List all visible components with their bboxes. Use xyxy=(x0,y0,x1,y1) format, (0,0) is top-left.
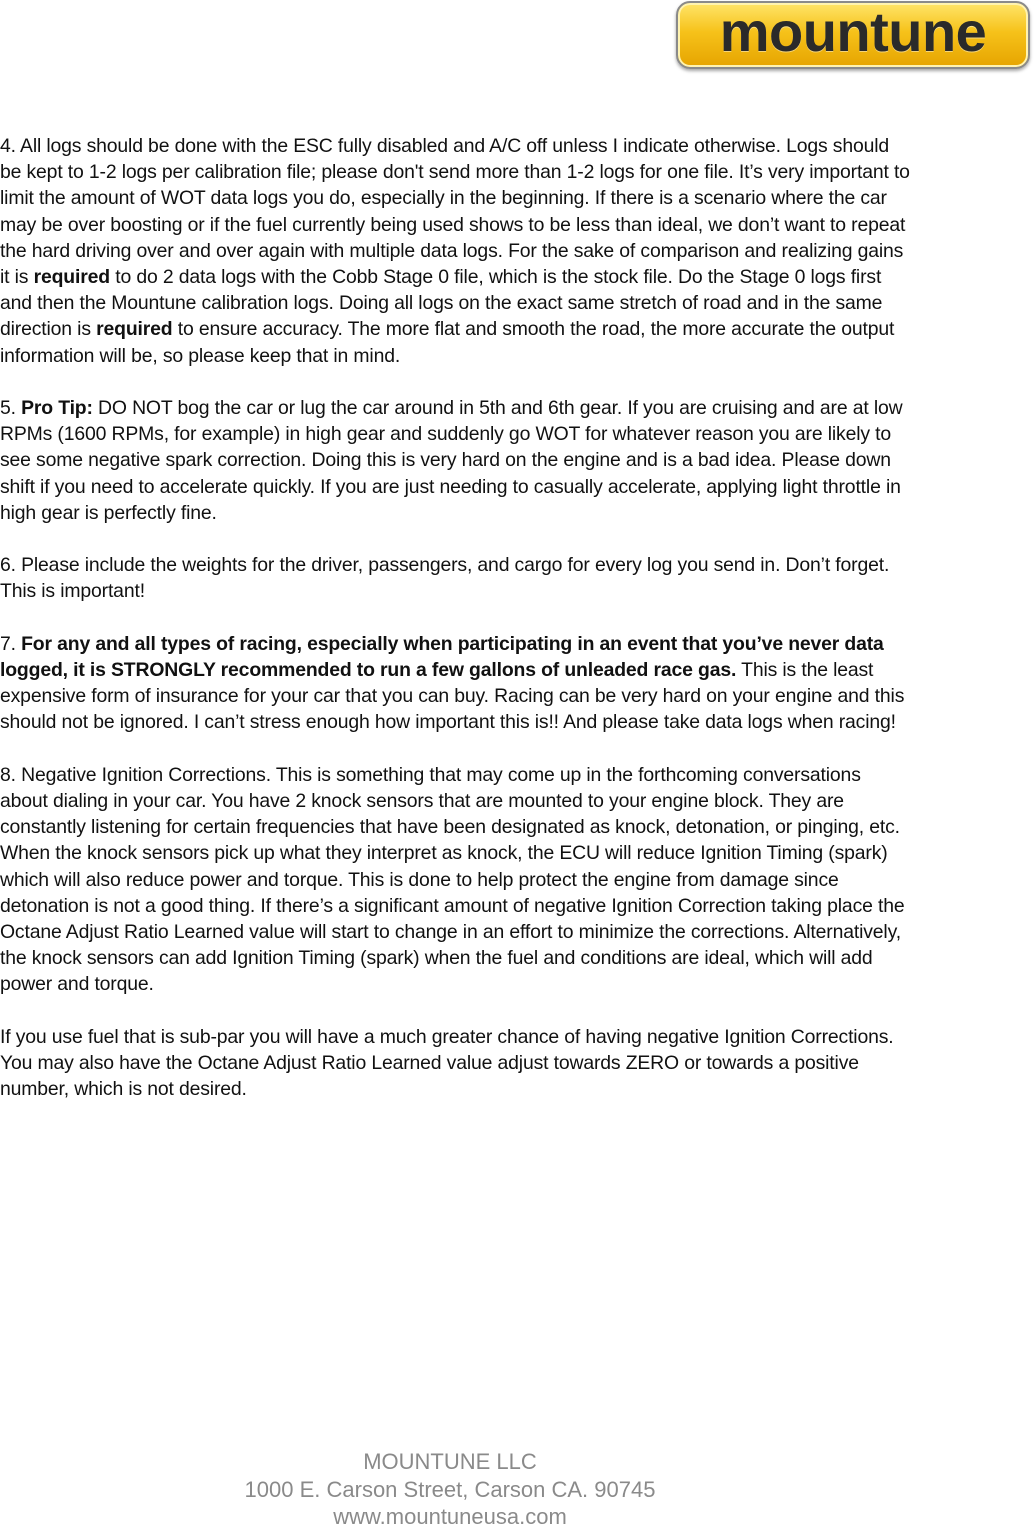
mountune-logo xyxy=(676,1,1030,69)
paragraph-7: 7. For any and all types of racing, especially when participating in an event that you’ve never data logged, it is STRONGLY recommended to run a few gallons of unleaded race gas. This is the least expensive form of insurance for your car that you can buy. Racing can be very hard on your engine and this should not be ignored. I can’t stress enough how important this is!! And please take data logs when racing! xyxy=(0,632,905,734)
footer-address: 1000 E. Carson Street, Carson CA. 90745 xyxy=(244,1476,656,1502)
paragraph-8: 8. Negative Ignition Corrections. This is something that may come up in the forthcoming conversations about dialing in your car. You have 2 knock sensors that are mounted to your engine block. They are constantly listening for certain frequencies that have been designated as knock, detonation, or pinging, etc. When the knock sensors pick up what they interpret as knock, the ECU will reduce Ignition Timing (spark) which will also reduce power and torque. This is done to help protect the engine from damage since detonation is not a good thing. If there’s a significant amount of negative Ignition Correction taking place the Octane Adjust Ratio Learned value will start to change in an effort to minimize the corrections. Alternatively, the knock sensors can add Ignition Timing (spark) when the fuel and conditions are ideal, which will add power and torque. xyxy=(0,763,905,996)
emphasis-required: required xyxy=(96,318,173,341)
footer-company: MOUNTUNE LLC xyxy=(363,1449,537,1474)
pro-tip-label: Pro Tip: xyxy=(21,397,93,420)
emphasis-required: required xyxy=(33,266,110,289)
paragraph-5: 5. Pro Tip: DO NOT bog the car or lug the car around in 5th and 6th gear. If you are cruising and are at low RPMs (1600 RPMs, for example) in high gear and suddenly go WOT for whatever reason you are likely to see some negative spark correction. Doing this is very hard on the engine and is a bad idea. Please down shift if you need to accelerate quickly. If you are just needing to casually accelerate, applying light throttle in high gear is perfectly fine. xyxy=(0,397,903,524)
paragraph-4: 4. All logs should be done with the ESC fully disabled and A/C off unless I indicate otherwise. Logs should be kept to 1-2 logs per calibration file; please don't send more than 1-2 logs for one file. It’s very important to limit the amount of WOT data logs you do, especially in the beginning. If there is a scenario where the car may be over boosting or if the fuel currently being used shows to be less than ideal, we don’t want to repeat the hard driving over and over again with multiple data logs. For the sake of comparison and realizing gains it is required to do 2 data logs with the Cobb Stage 0 file, which is the stock file. Do the Stage 0 logs first and then the Mountune calibration logs. Doing all logs on the exact same stretch of road and in the same direction is required to ensure accuracy. The more flat and smooth the road, the more accurate the output information will be, so please keep that in mind. xyxy=(0,135,910,367)
document-body xyxy=(0,133,910,1129)
page-footer xyxy=(0,1448,900,1531)
paragraph-6: 6. Please include the weights for the driver, passengers, and cargo for every log you send in. Don’t forget. This is important! xyxy=(0,554,890,603)
footer-website: www.mountuneusa.com xyxy=(333,1504,567,1529)
logo-text: mountune xyxy=(719,0,987,63)
paragraph-9: If you use fuel that is sub-par you will have a much greater chance of having negative Ignition Corrections. You may also have the Octane Adjust Ratio Learned value adjust towards ZERO or towards a positive number, which is not desired. xyxy=(0,1025,894,1101)
racing-warning: For any and all types of racing, especially when participating in an event that you’ve never data logged, it is STRONGLY recommended to run a few gallons of unleaded race gas. xyxy=(0,632,884,682)
